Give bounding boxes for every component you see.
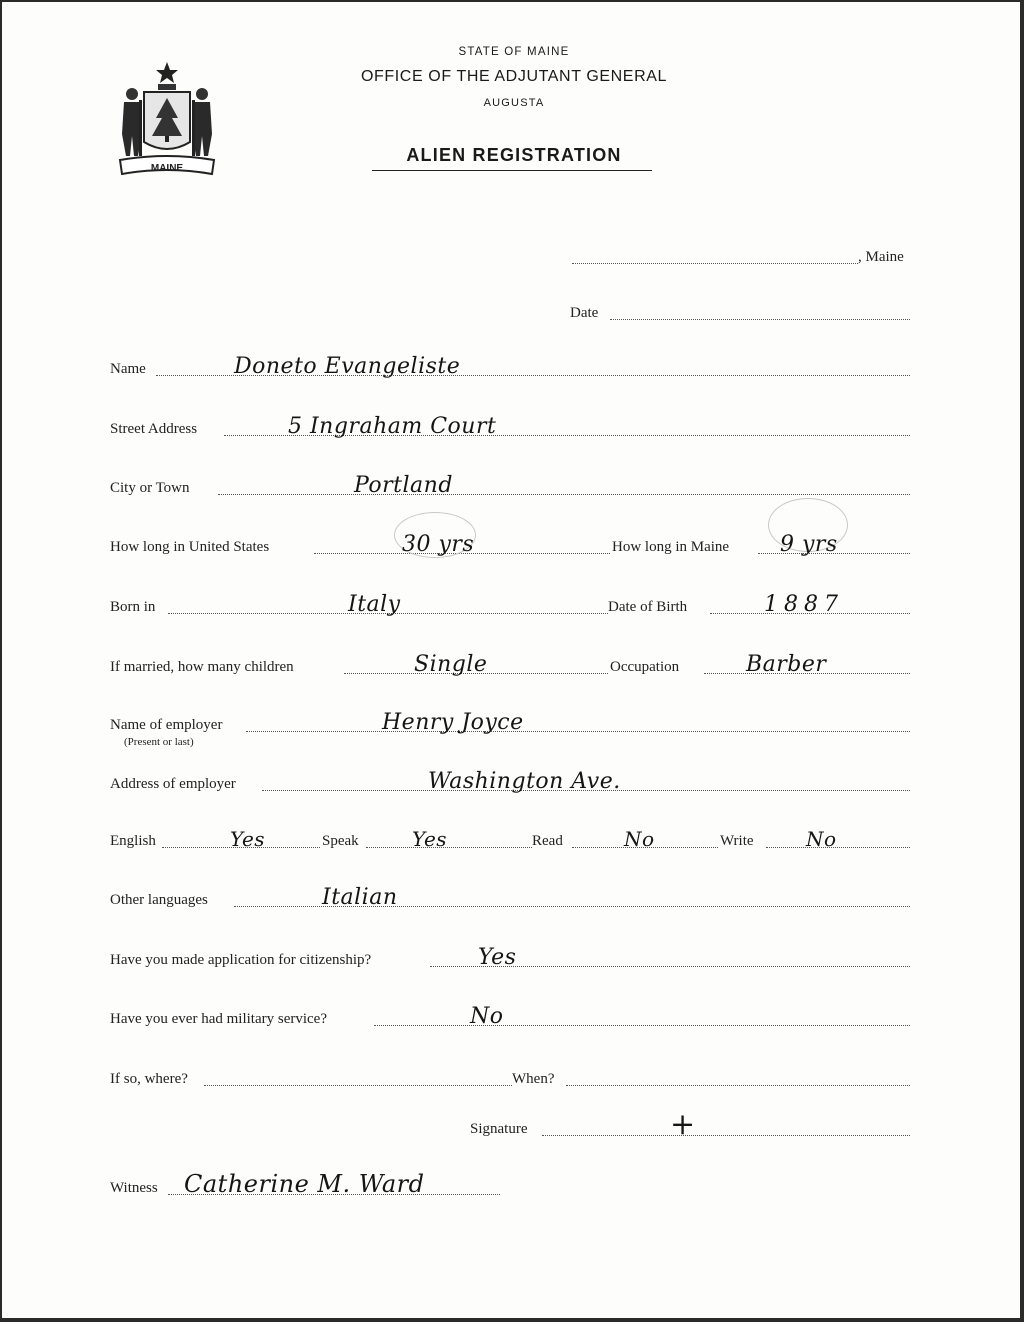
- children-label: If married, how many children: [110, 659, 294, 675]
- employer-label: Name of employer: [110, 717, 223, 733]
- where-label: If so, where?: [110, 1071, 188, 1087]
- service-location-row: [110, 1066, 910, 1090]
- when-label: When?: [512, 1071, 555, 1087]
- employer-value: Henry Joyce: [382, 710, 524, 735]
- when-line: [566, 1085, 910, 1086]
- other-languages-value: Italian: [322, 885, 398, 910]
- date-label: Date: [570, 305, 599, 321]
- form-title: ALIEN REGISTRATION: [406, 145, 622, 165]
- city-value: Portland: [354, 473, 453, 498]
- header-city: AUGUSTA: [483, 97, 545, 109]
- residence-duration-row: [110, 534, 910, 558]
- how-long-maine-label: How long in Maine: [612, 539, 730, 555]
- occupation-value: Barber: [746, 652, 827, 677]
- name-value: Doneto Evangeliste: [234, 354, 461, 379]
- military-row: [110, 1006, 910, 1030]
- write-line: [766, 847, 910, 848]
- write-label: Write: [720, 833, 754, 849]
- signature-row: [110, 1107, 910, 1142]
- seal-banner-text: MAINE: [150, 163, 184, 174]
- place-row: [110, 244, 910, 268]
- place-suffix: , Maine: [858, 249, 904, 265]
- write-value: No: [806, 827, 837, 851]
- street-address-row: [110, 416, 910, 440]
- military-value: No: [470, 1004, 504, 1029]
- title-underline: [372, 170, 652, 171]
- city-line: [218, 494, 910, 495]
- witness-row: [110, 1170, 530, 1199]
- read-label: Read: [532, 833, 563, 849]
- employer-address-label: Address of employer: [110, 776, 236, 792]
- street-address-label: Street Address: [110, 421, 198, 437]
- employer-address-row: [110, 771, 910, 795]
- citizenship-row: [110, 947, 910, 971]
- registration-form-page: [2, 2, 1020, 1318]
- street-address-value: 5 Ingraham Court: [288, 414, 497, 439]
- city-row: [110, 475, 910, 499]
- place-line: [572, 263, 858, 264]
- witness-value: Catherine M. Ward: [184, 1170, 425, 1198]
- header-state: STATE OF MAINE: [458, 46, 570, 58]
- header-office: OFFICE OF THE ADJUTANT GENERAL: [360, 68, 668, 85]
- signature-label: Signature: [470, 1121, 528, 1137]
- date-row: [110, 300, 910, 324]
- employer-address-value: Washington Ave.: [428, 769, 621, 794]
- speak-label: Speak: [322, 833, 359, 849]
- how-long-maine-value: 9 yrs: [780, 532, 838, 557]
- how-long-us-label: How long in United States: [110, 539, 270, 555]
- employer-sublabel: (Present or last): [124, 736, 194, 748]
- signature-mark: +: [670, 1107, 696, 1142]
- name-row: [110, 356, 910, 380]
- birth-row: [110, 594, 910, 618]
- speak-line: [366, 847, 532, 848]
- signature-line: [542, 1135, 910, 1136]
- english-value: Yes: [230, 827, 266, 851]
- speak-value: Yes: [412, 827, 448, 851]
- children-value: Single: [414, 652, 488, 677]
- date-of-birth-value: 1887: [764, 592, 844, 617]
- other-languages-row: [110, 887, 910, 911]
- date-of-birth-label: Date of Birth: [608, 599, 688, 615]
- born-in-label: Born in: [110, 599, 156, 615]
- city-label: City or Town: [110, 480, 190, 496]
- name-label: Name: [110, 361, 146, 377]
- employer-line: [246, 731, 910, 732]
- other-languages-label: Other languages: [110, 892, 208, 908]
- english-label: English: [110, 833, 156, 849]
- occupation-label: Occupation: [610, 659, 680, 675]
- witness-label: Witness: [110, 1180, 158, 1196]
- where-line: [204, 1085, 512, 1086]
- born-in-value: Italy: [348, 592, 401, 617]
- military-label: Have you ever had military service?: [110, 1011, 327, 1027]
- children-occupation-row: [110, 654, 910, 678]
- read-value: No: [624, 827, 655, 851]
- military-line: [374, 1025, 910, 1026]
- date-line: [610, 319, 910, 320]
- citizenship-value: Yes: [478, 945, 517, 970]
- english-row: [110, 828, 910, 852]
- citizenship-label: Have you made application for citizenship?: [110, 952, 372, 968]
- employer-row: [110, 710, 910, 748]
- how-long-us-value: 30 yrs: [402, 532, 475, 557]
